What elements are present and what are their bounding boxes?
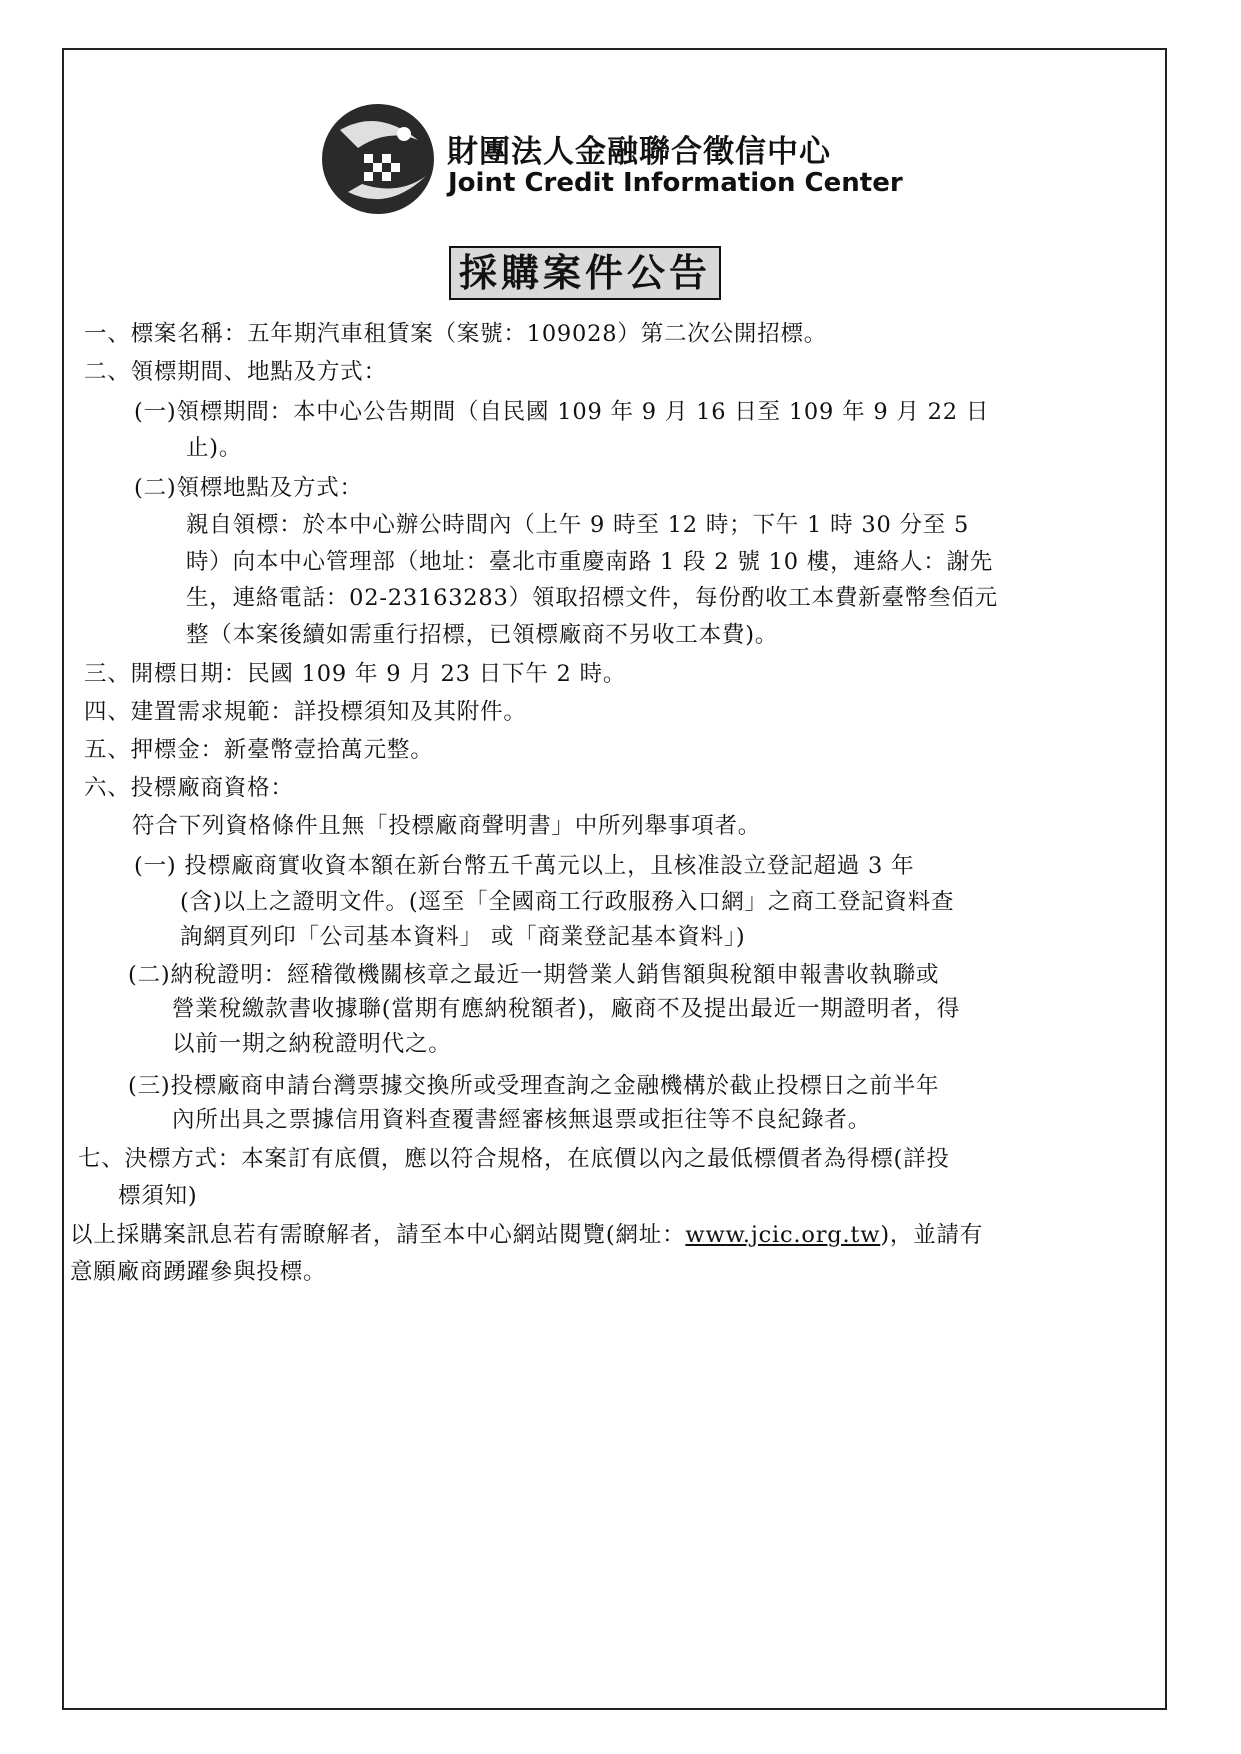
item-2-2-text-1: 親自領標：於本中心辦公時間內（上午 9 時至 12 時；下午 1 時 30 分至 5 [186, 512, 970, 538]
item-2-2-heading: (二)領標地點及方式： [134, 475, 363, 501]
page-title: 採購案件公告 [449, 246, 721, 300]
item-6-1-text-1: (一) 投標廠商實收資本額在新台幣五千萬元以上，且核准設立登記超過 3 年 [134, 853, 915, 879]
closing-note-line-2: 意願廠商踴躍參與投標。 [70, 1259, 327, 1285]
item-7-award-method: 七、決標方式：本案訂有底價，應以符合規格，在底價以內之最低標價者為得標(詳投 [78, 1146, 950, 1172]
item-2-1-period: (一)領標期間：本中心公告期間（自民國 109 年 9 月 16 日至 109 年 9 月 22 日 [134, 399, 990, 425]
item-6-intro: 符合下列資格條件且無「投標廠商聲明書」中所列舉事項者。 [132, 813, 762, 839]
item-6-2-text-1: (二)納稅證明：經稽徵機關核章之最近一期營業人銷售額與稅額申報書收執聯或 [128, 962, 940, 988]
closing-note-text-before: 以上採購案訊息若有需瞭解者，請至本中心網站閱覽(網址： [70, 1222, 686, 1248]
item-6-3-text-1: (三)投標廠商申請台灣票據交換所或受理查詢之金融機構於截止投標日之前半年 [128, 1073, 940, 1099]
item-3-opening-date: 三、開標日期：民國 109 年 9 月 23 日下午 2 時。 [84, 661, 627, 687]
item-1-tender-name: 一、標案名稱：五年期汽車租賃案（案號：109028）第二次公開招標。 [84, 321, 828, 347]
item-6-3-text-2: 內所出具之票據信用資料查覆書經審核無退票或拒往等不良紀錄者。 [172, 1107, 872, 1133]
item-2-2-text-4: 整（本案後續如需重行招標，已領標廠商不另收工本費)。 [186, 622, 779, 648]
item-6-2-text-2: 營業稅繳款書收據聯(當期有應納稅額者)，廠商不及提出最近一期證明者，得 [172, 996, 961, 1022]
item-2-2-text-3: 生，連絡電話：02-23163283）領取招標文件，每份酌收工本費新臺幣叁佰元 [186, 585, 998, 611]
org-name-chinese: 財團法人金融聯合徵信中心 [447, 134, 831, 170]
website-link[interactable]: www.jcic.org.tw [685, 1222, 881, 1248]
item-7-award-method-cont: 標須知) [118, 1183, 198, 1209]
org-name-english: Joint Credit Information Center [448, 168, 903, 198]
item-4-requirements: 四、建置需求規範：詳投標須知及其附件。 [84, 699, 527, 725]
item-2-heading: 二、領標期間、地點及方式： [84, 359, 387, 385]
item-5-bid-bond: 五、押標金：新臺幣壹拾萬元整。 [84, 737, 434, 763]
item-2-2-text-2: 時）向本中心管理部（地址：臺北市重慶南路 1 段 2 號 10 樓，連絡人：謝先 [186, 549, 994, 575]
closing-note-line-1 [70, 1220, 983, 1250]
item-6-heading: 六、投標廠商資格： [84, 775, 294, 801]
item-6-1-text-2: (含)以上之證明文件。(逕至「全國商工行政服務入口網」之商工登記資料查 [180, 889, 955, 915]
item-6-1-text-3: 詢網頁列印「公司基本資料」 或「商業登記基本資料」) [180, 924, 746, 950]
closing-note-text-after: )，並請有 [880, 1222, 984, 1248]
item-6-2-text-3: 以前一期之納稅證明代之。 [172, 1031, 452, 1057]
item-2-1-period-cont: 止)。 [186, 435, 243, 461]
jcic-logo-icon [318, 100, 438, 218]
